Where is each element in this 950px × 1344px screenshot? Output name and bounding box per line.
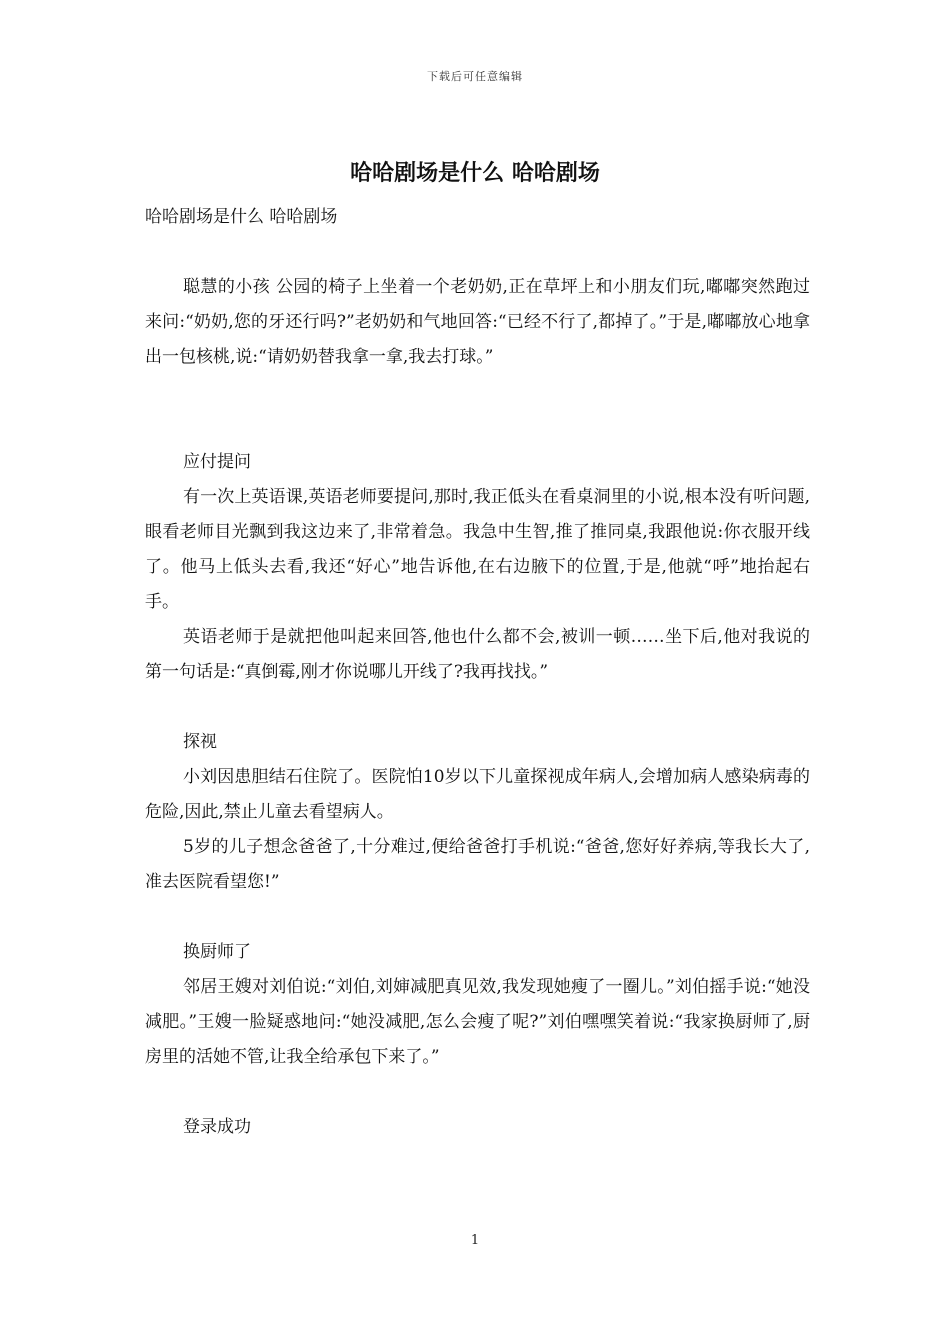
document-body bbox=[145, 200, 810, 1145]
subtitle: 哈哈剧场是什么 哈哈剧场 bbox=[145, 207, 338, 227]
spacer bbox=[145, 690, 810, 725]
heading-login-success: 登录成功 bbox=[183, 1117, 251, 1137]
story-change-chef-p1: 邻居王嫂对刘伯说:“刘伯,刘婶减肥真见效,我发现她瘦了一圈儿。”刘伯摇手说:“她没减肥。”王嫂一脸疑惑地问:“她没减肥,怎么会瘦了呢?”刘伯嘿嘿笑着说:“我家换厨师了,厨房里的活她不管,让我全给承包下来了。” bbox=[145, 977, 810, 1067]
heading-change-chef: 换厨师了 bbox=[183, 942, 251, 962]
spacer bbox=[145, 410, 810, 445]
header-note: 下载后可任意编辑 bbox=[427, 70, 523, 83]
story-visit-p1: 小刘因患胆结石住院了。医院怕10岁以下儿童探视成年病人,会增加病人感染病毒的危险,因此,禁止儿童去看望病人。 bbox=[145, 767, 810, 822]
spacer bbox=[145, 900, 810, 935]
spacer bbox=[145, 1075, 810, 1110]
page-number: 1 bbox=[470, 1233, 480, 1248]
story-visit-p2: 5岁的儿子想念爸爸了,十分难过,便给爸爸打手机说:“爸爸,您好好养病,等我长大了,准去医院看望您!” bbox=[145, 837, 810, 892]
heading-answer-question: 应付提问 bbox=[183, 452, 251, 472]
story-clever-child: 聪慧的小孩 公园的椅子上坐着一个老奶奶,正在草坪上和小朋友们玩,嘟嘟突然跑过来问:“奶奶,您的牙还行吗?”老奶奶和气地回答:“已经不行了,都掉了。”于是,嘟嘟放心地拿出一包核桃,说:“请奶奶替我拿一拿,我去打球。” bbox=[145, 277, 810, 367]
heading-visit: 探视 bbox=[183, 732, 217, 752]
spacer bbox=[145, 235, 810, 270]
story-answer-question-p2: 英语老师于是就把他叫起来回答,他也什么都不会,被训一顿……坐下后,他对我说的第一句话是:“真倒霉,刚才你说哪儿开线了?我再找找。” bbox=[145, 627, 810, 682]
spacer bbox=[145, 375, 810, 410]
story-answer-question-p1: 有一次上英语课,英语老师要提问,那时,我正低头在看桌洞里的小说,根本没有听问题,眼看老师目光飘到我这边来了,非常着急。我急中生智,推了推同桌,我跟他说:你衣服开线了。他马上低头去看,我还“好心”地告诉他,在右边腋下的位置,于是,他就“呼”地抬起右手。 bbox=[145, 487, 810, 612]
document-title: 哈哈剧场是什么 哈哈剧场 bbox=[350, 160, 600, 186]
